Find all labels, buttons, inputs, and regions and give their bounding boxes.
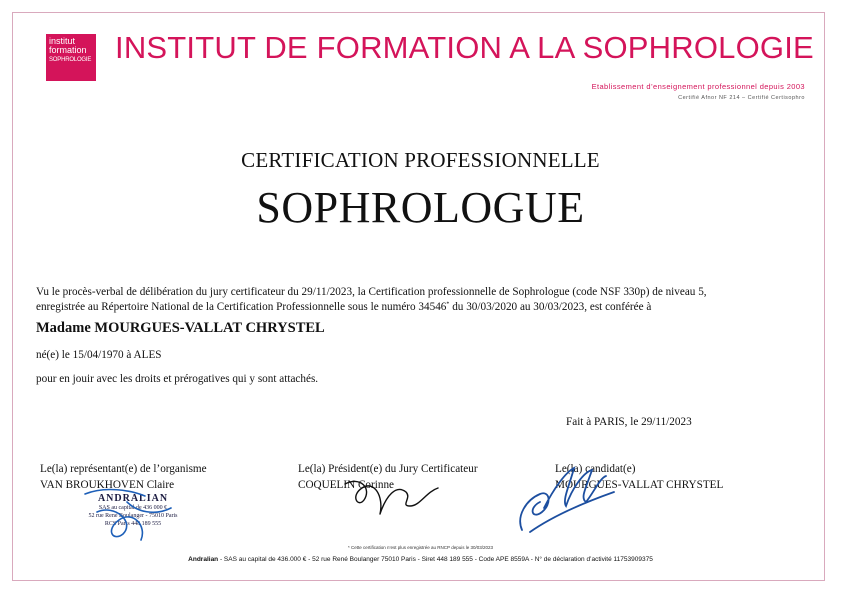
certification-title: CERTIFICATION PROFESSIONNELLE — [241, 148, 600, 172]
stamp-rcs: RCS Paris 448 189 555 — [104, 521, 162, 527]
jury-signatory: COQUELIN Corinne — [298, 479, 395, 491]
candidate-signature — [510, 458, 620, 538]
institute-certifications: Certifié Afnor NF 214 – Certifié Certisophro — [678, 95, 805, 101]
institute-logo — [46, 34, 96, 81]
footer-details: - SAS au capital de 436.000 € - 52 rue René Boulanger 75010 Paris - Siret 448 189 555 - Code APE 8559A - N° de déclaration d’activité 11753909375 — [218, 556, 653, 563]
rncp-footnote: * Cette certification n’est plus enregistrée au RNCP depuis le 30/03/2023 — [347, 545, 493, 550]
stamp-address: 52 rue René Boulanger - 75010 Paris — [88, 513, 178, 519]
logo-text-line3: SOPHROLOGIE — [49, 57, 92, 63]
deliberation-paragraph-line1: Vu le procès-verbal de délibération du jury certificateur du 29/11/2023, la Certification professionnelle de Sophrologue (code NSF 330p) de niveau 5, — [36, 286, 707, 298]
footnote-marker: * — [446, 301, 450, 308]
stamp-capital: SAS au capital de 436 000 € — [98, 505, 168, 511]
validity-text: du 30/03/2020 au 30/03/2023, est conférée à — [449, 301, 652, 313]
organisation-signatory: VAN BROUKHOVEN Claire — [40, 479, 175, 491]
place-and-date: Fait à PARIS, le 29/11/2023 — [566, 416, 692, 428]
logo-text-line1: institut — [49, 36, 76, 46]
deliberation-paragraph-line2 — [36, 301, 651, 313]
candidate-role: Le(la) candidat(e) — [555, 463, 636, 475]
legal-footer — [0, 556, 841, 563]
rights-statement: pour en jouir avec les droits et prérogatives qui y sont attachés. — [36, 373, 319, 385]
organisation-signature — [75, 482, 185, 547]
logo-text-line2: formation — [49, 45, 87, 55]
holder-name: Madame MOURGUES-VALLAT CHRYSTEL — [36, 320, 325, 336]
rncp-text: enregistrée au Répertoire National de la Certification Professionnelle sous le numéro 34546 — [36, 301, 447, 313]
organisation-role: Le(la) représentant(e) de l’organisme — [40, 463, 207, 475]
institute-subtitle: Etablissement d’enseignement professionnel depuis 2003 — [591, 82, 805, 91]
jury-role: Le(la) Président(e) du Jury Certificateur — [298, 463, 478, 475]
stamp-company: ANDRALIAN — [97, 493, 169, 504]
birth-info: né(e) le 15/04/1970 à ALES — [36, 349, 162, 361]
profession-title: SOPHROLOGUE — [256, 183, 585, 232]
jury-signature — [340, 466, 450, 526]
institute-title: INSTITUT DE FORMATION A LA SOPHROLOGIE — [115, 30, 814, 65]
footer-company: Andralian — [188, 556, 219, 563]
candidate-signatory: MOURGUES-VALLAT CHRYSTEL — [555, 479, 724, 491]
